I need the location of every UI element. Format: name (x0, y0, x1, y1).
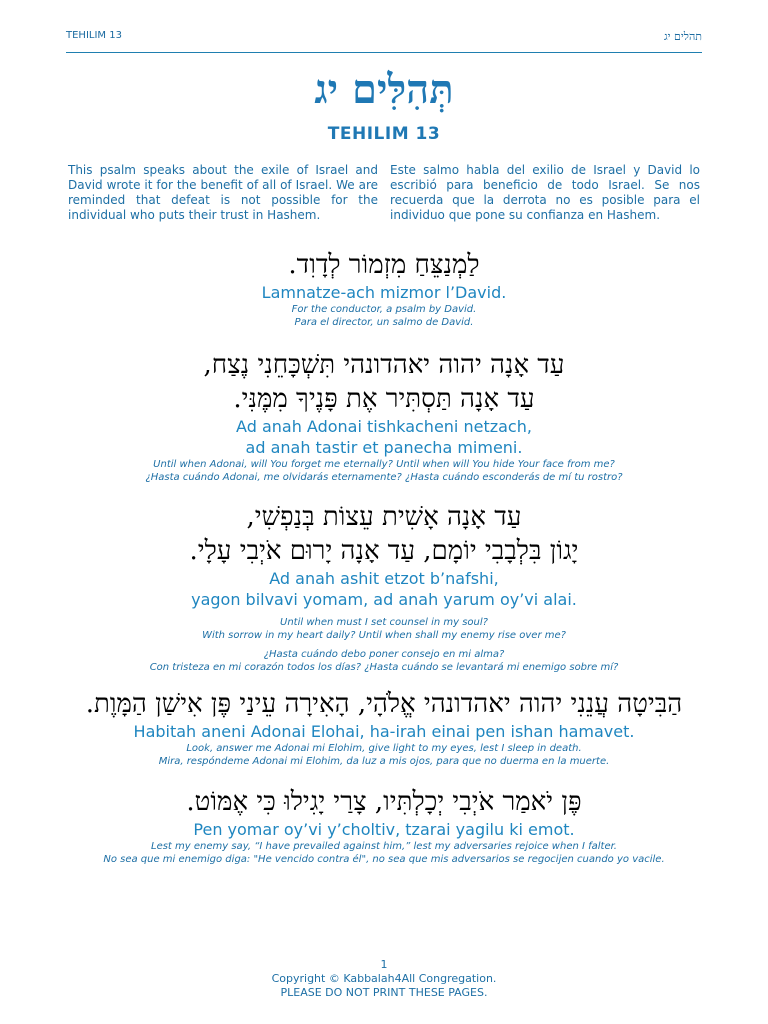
verse-5 (0, 785, 768, 866)
verse-2 (0, 348, 768, 484)
verse-1 (0, 248, 768, 329)
intro-spanish: Este salmo habla del exilio de Israel y David lo escribió para beneficio de todo Israel. Se nos recuerda que la derrota no es posible para el individuo que pone su confianza en Hashem. (390, 163, 700, 222)
verse-4-translation-es: Mira, respóndeme Adonai mi Elohim, da luz a mis ojos, para que no duerma en la muerte. (158, 756, 610, 767)
intro-english: This psalm speaks about the exile of Israel and David wrote it for the benefit of all of Israel. We are reminded that defeat is not possible for the individual who puts their trust in Hashem. (68, 163, 378, 222)
verse-2-translit-line-2: ad anah tastir et panecha mimeni. (245, 438, 523, 457)
verse-4-translation-en: Look, answer me Adonai mi Elohim, give light to my eyes, lest I sleep in death. (186, 743, 582, 754)
verse-3-translation-en-1: Until when must I set counsel in my soul? (280, 617, 488, 628)
print-notice: PLEASE DO NOT PRINT THESE PAGES. (280, 986, 488, 999)
running-header-left: TEHILIM 13 (66, 30, 122, 41)
verse-1-transliteration (0, 282, 768, 303)
verse-4-hebrew: הַבִּיטָה עֲנֵנִי יהוה יאהדונהי אֱלֹהָי, הָאִירָה עֵינַי פֶּן אִישַׁן הַמָּוֶת. (85, 689, 683, 719)
verse-3-translation-es-1: ¿Hasta cuándo debo poner consejo en mi alma? (263, 649, 505, 660)
verse-3-translation-es-2: Con tristeza en mi corazón todos los días? ¿Hasta cuándo se levantará mi enemigo sobre mí? (149, 662, 619, 673)
verse-2-translation-en: Until when Adonai, will You forget me eternally? Until when will You hide Your face from me? (153, 459, 615, 470)
verse-4-translit: Habitah aneni Adonai Elohai, ha-irah einai pen ishan hamavet. (133, 722, 635, 741)
verse-3-translit-line-1: Ad anah ashit etzot b’nafshi, (269, 569, 499, 588)
verse-4 (0, 687, 768, 768)
verse-5-translation-es: No sea que mi enemigo diga: "He vencido contra él", no sea que mis adversarios se regocijen cuando yo vacile. (103, 854, 665, 865)
verse-3-hebrew-line-1: עַד אָנָה אָשִׁית עֵצוֹת בְּנַפְשִׁי, (246, 502, 522, 532)
verse-3-translit-line-2: yagon bilvavi yomam, ad anah yarum oy’vi alai. (191, 590, 577, 609)
psalm-title-latin: TEHILIM 13 (327, 124, 441, 144)
running-header-right: תהלים יג (664, 30, 702, 43)
verse-1-translation-en: For the conductor, a psalm by David. (291, 304, 477, 315)
intro (68, 163, 700, 223)
verse-1-hebrew: לַמְנַצֵּחַ מִזְמוֹר לְדָוִד. (288, 250, 480, 280)
verse-5-translation-en: Lest my enemy say, “I have prevailed against him,” lest my adversaries rejoice when I falter. (151, 841, 617, 852)
verse-5-translit: Pen yomar oy’vi y’choltiv, tzarai yagilu ki emot. (193, 820, 575, 839)
verse-2-hebrew-line-1: עַד אָנָה יהוה יאהדונהי תִּשְׁכָּחֵנִי נֶצַח, (203, 350, 565, 380)
verse-5-hebrew: פֶּן יֹאמַר אֹיְבִי יְכָלְתִּיו, צָרַי יָגִילוּ כִּי אֶמּוֹט. (186, 787, 582, 817)
verse-3 (0, 500, 768, 674)
page-number: 1 (380, 958, 388, 971)
verse-2-translation-es: ¿Hasta cuándo Adonai, me olvidarás eternamente? ¿Hasta cuándo esconderás de mí tu rostro? (145, 472, 623, 483)
verse-2-hebrew-line-2: עַד אָנָה תַּסְתִּיר אֶת פָּנֶיךָ מִמֶּנִּי. (233, 384, 535, 414)
translit-line: Lamnatze-ach mizmor l’David. (261, 283, 507, 302)
psalm-title-hebrew: תְּהִלִּים יג (314, 66, 454, 113)
copyright-notice: Copyright © Kabbalah4All Congregation. (271, 972, 497, 985)
verse-2-translit-line-1: Ad anah Adonai tishkacheni netzach, (236, 417, 532, 436)
footer (0, 958, 768, 1000)
running-header (66, 30, 702, 53)
verse-3-translation-en-2: With sorrow in my heart daily? Until when shall my enemy rise over me? (202, 630, 566, 641)
verse-1-translation-es: Para el director, un salmo de David. (294, 317, 474, 328)
verse-3-hebrew-line-2: יָגוֹן בִּלְבָבִי יוֹמָם, עַד אָנָה יָרוּם אֹיְבִי עָלָי. (189, 536, 579, 566)
